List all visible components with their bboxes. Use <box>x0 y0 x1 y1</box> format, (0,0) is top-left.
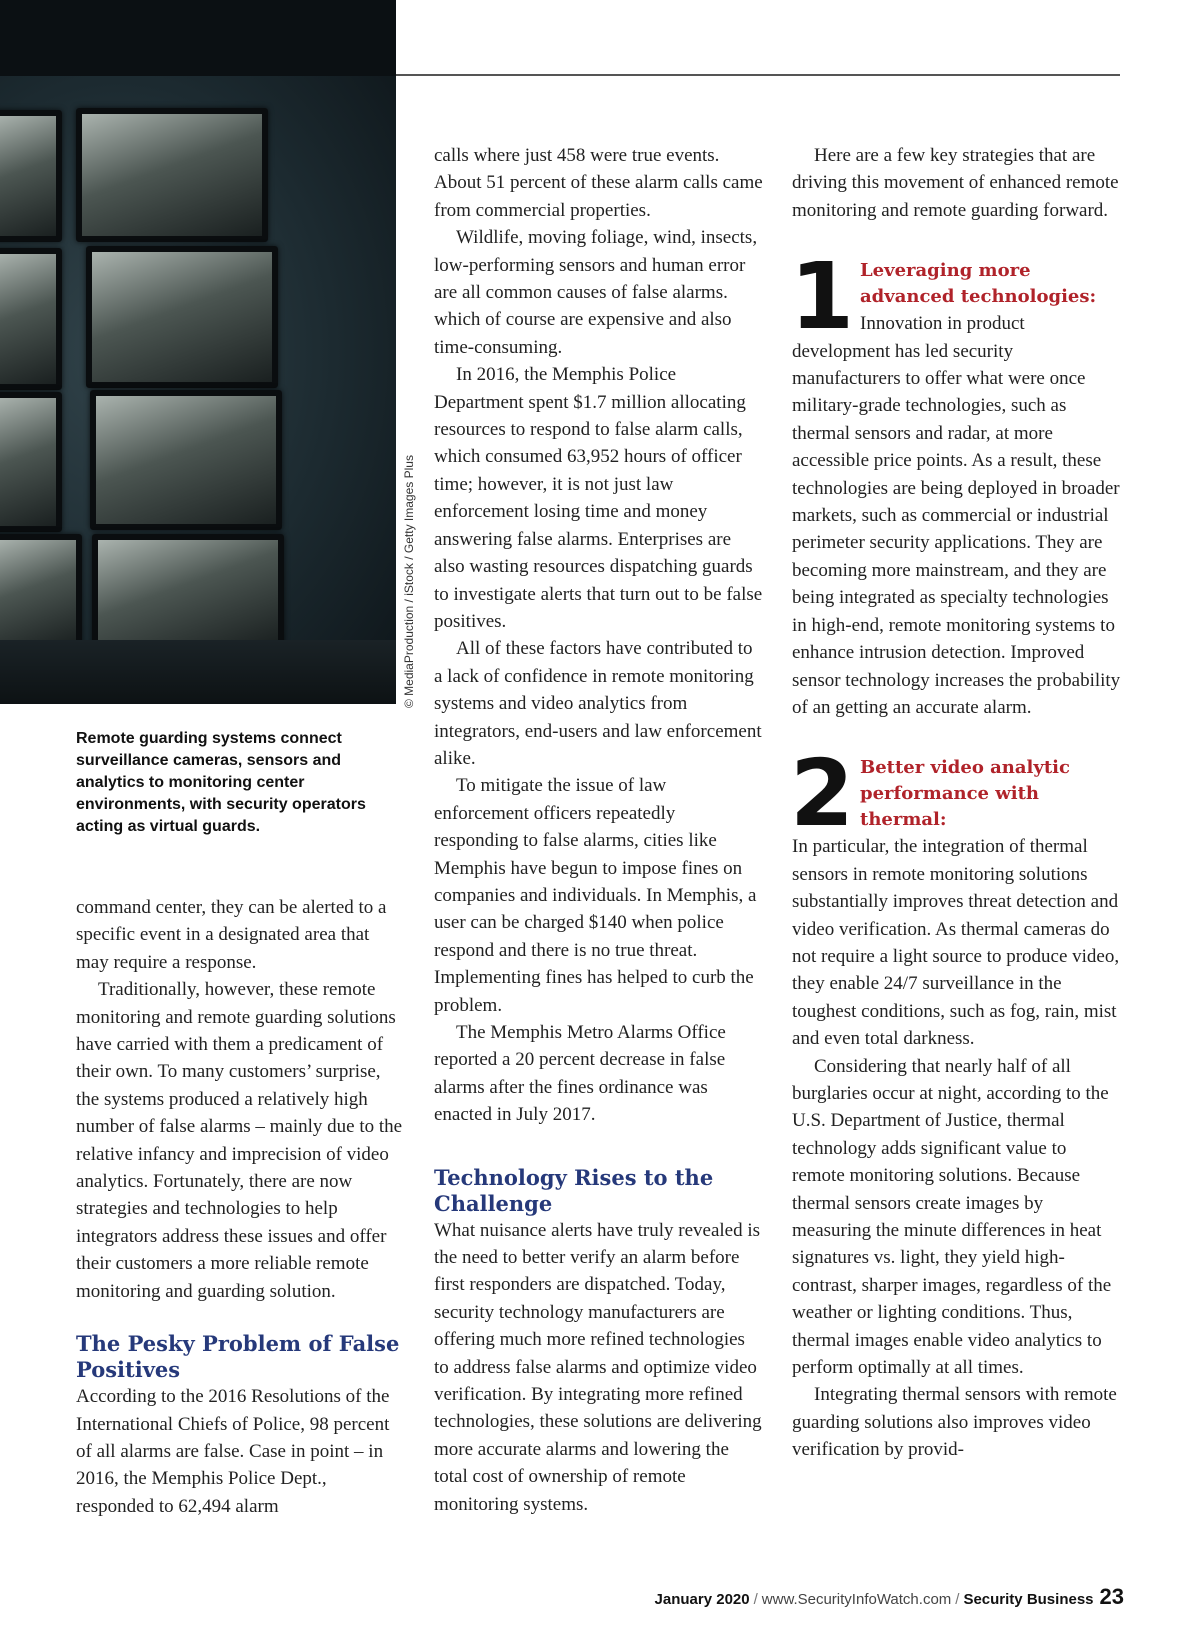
paragraph: In 2016, the Memphis Police Department spent $1.7 million allocating resources to respond to false alarm calls, which consumed 63,952 hours of officer time; however, it is not just law enforcement losing time and money answering false alarms. Enterprises are also wasting resources dispatching guards to investigate alerts that turn out to be false positives. <box>434 364 763 632</box>
paragraph: What nuisance alerts have truly revealed is the need to better verify an alarm before first responders are dispatched. Today, security technology manufacturers are offering much more refined technologies to address false alarms and optimize video verification. By integrating more refined technologies, these solutions are delivering more accurate alarms and lowering the total cost of ownership of remote monitoring systems. <box>434 1219 762 1515</box>
magazine-name: Security Business <box>963 1591 1094 1608</box>
column-3 <box>792 142 1122 1464</box>
paragraph: Considering that nearly half of all burglaries occur at night, according to the U.S. Department of Justice, thermal technology adds significant value to remote monitoring solutions. Because thermal sensors create images by measuring the minute differences in heat signatures vs. light, they yield high-contrast, sharper images, regardless of the weather or lighting conditions. Thus, thermal images enable video analytics to perform optimally at all times. <box>792 1055 1112 1379</box>
strategy-heading: Better video analytic performance with thermal: <box>860 757 1070 831</box>
paragraph: Integrating thermal sensors with remote guarding solutions also improves video verification by provid- <box>792 1384 1117 1461</box>
monitor-screen <box>0 248 62 390</box>
paragraph: Wildlife, moving foliage, wind, insects, low-performing sensors and human error are all common causes of false alarms. which of course are expensive and also time-consuming. <box>434 227 758 358</box>
footer-separator: / <box>753 1591 758 1608</box>
page-footer <box>655 1584 1124 1610</box>
photo-credit: © MediaProduction / iStock / Getty Images Plus <box>402 455 416 708</box>
paragraph: command center, they can be alerted to a specific event in a designated area that may require a response. <box>76 897 387 973</box>
section-heading: The Pesky Problem of False Positives <box>76 1331 400 1383</box>
photo-caption: Remote guarding systems connect surveillance cameras, sensors and analytics to monitoring center environments, with security operators acting as virtual guards. <box>76 730 366 835</box>
strategy-number: 2 <box>790 740 855 848</box>
monitor-screen <box>0 392 62 532</box>
strategy-2 <box>790 740 1122 1052</box>
issue-date: January 2020 <box>654 1591 750 1608</box>
surveillance-monitors-photo <box>0 0 396 704</box>
monitor-screen <box>90 390 282 530</box>
strategy-heading: Leveraging more advanced technologies: <box>860 260 1097 308</box>
monitor-screen <box>86 246 278 388</box>
monitor-screen <box>0 110 62 242</box>
photo-top-strip <box>0 0 396 76</box>
header-rule <box>396 74 1120 76</box>
strategy-number: 1 <box>790 243 855 351</box>
paragraph: To mitigate the issue of law enforcement officers repeatedly responding to false alarms, cities like Memphis have begun to impose fines on companies and individuals. In Memphis, a user can be charged $140 when police respond and there is no true threat. Implementing fines has helped to curb the problem. <box>434 775 757 1016</box>
section-heading: Technology Rises to the Challenge <box>434 1164 714 1216</box>
operator-desk <box>0 640 396 704</box>
paragraph: According to the 2016 Resolutions of the International Chiefs of Police, 98 percent of all alarms are false. Case in point – in 2016, the Memphis Police Dept., responded to 62,494 alarm <box>76 1386 390 1517</box>
monitor-screen <box>76 108 268 242</box>
page-number: 23 <box>1099 1584 1124 1609</box>
monitor-screen <box>92 534 284 650</box>
monitor-screen <box>0 534 82 650</box>
column-1 <box>76 894 406 1520</box>
column-2 <box>434 142 764 1518</box>
paragraph: The Memphis Metro Alarms Office reported a 20 percent decrease in false alarms after the fines ordinance was enacted in July 2017. <box>434 1022 726 1126</box>
paragraph: All of these factors have contributed to a lack of confidence in remote monitoring systems and video analytics from integrators, end-users and law enforcement alike. <box>434 638 762 769</box>
strategy-body: In particular, the integration of thermal sensors in remote monitoring solutions substantially improves threat detection and video verification. As thermal cameras do not require a light source to produce video, they enable 24/7 surveillance in the toughest conditions, such as fog, rain, mist and even total darkness. <box>792 836 1120 1050</box>
footer-separator: / <box>955 1591 960 1608</box>
paragraph: Traditionally, however, these remote monitoring and remote guarding solutions have carried with them a predicament of their own. To many customers’ surprise, the systems produced a relatively high number of false alarms – mainly due to the relative infancy and imprecision of video analytics. Fortunately, there are now strategies and technologies to help integrators address these issues and offer their customers a more reliable remote monitoring and guarding solution. <box>76 979 403 1302</box>
paragraph: Here are a few key strategies that are driving this movement of enhanced remote monitoring and remote guarding forward. <box>792 145 1119 221</box>
paragraph: calls where just 458 were true events. About 51 percent of these alarm calls came from commercial properties. <box>434 145 763 221</box>
strategy-1 <box>790 243 1122 721</box>
strategy-body: Innovation in product development has led security manufacturers to offer what were once military-grade technologies, such as thermal sensors and radar, at more accessible price points. As a result, these technologies are being deployed in broader markets, such as commercial or industrial perimeter security applications. They are becoming more mainstream, and they are being integrated as specialty technologies in high-end, remote monitoring systems to enhance intrusion detection. Improved sensor technology increases the probability of an getting an accurate alarm. <box>792 313 1121 718</box>
website-url: www.SecurityInfoWatch.com <box>761 1591 952 1608</box>
